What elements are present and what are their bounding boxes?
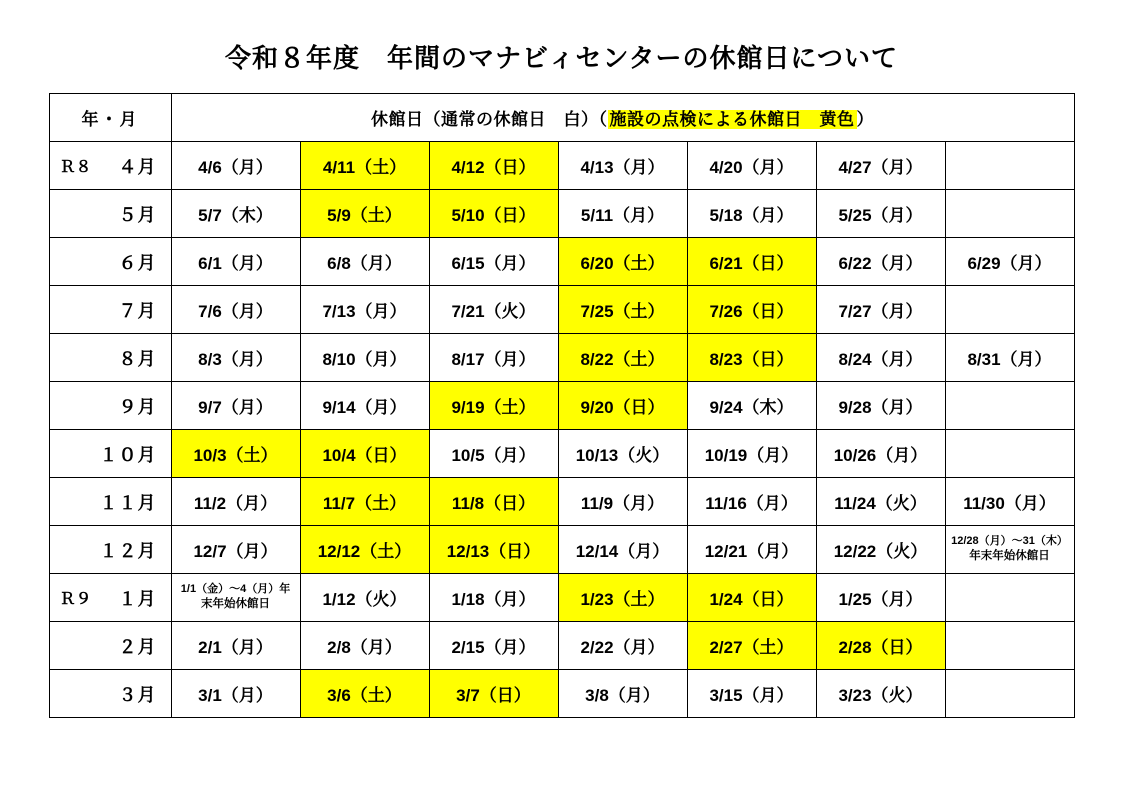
empty-cell (945, 430, 1074, 478)
empty-cell (945, 622, 1074, 670)
closure-date-cell: 4/27（月） (816, 142, 945, 190)
closure-date-cell: 12/21（月） (687, 526, 816, 574)
closure-date-cell: 5/7（木） (171, 190, 300, 238)
closure-date-cell: 10/19（月） (687, 430, 816, 478)
row-year-month (49, 382, 171, 430)
closure-note-line1: 1/1（金）～4（月）年 (180, 583, 291, 596)
closure-date-cell: 3/1（月） (171, 670, 300, 718)
closure-date-cell: 4/6（月） (171, 142, 300, 190)
closure-date-cell: 3/6（土） (300, 670, 429, 718)
closure-date-cell: 11/9（月） (558, 478, 687, 526)
row-year-label: Ｒ９ (59, 591, 92, 608)
table-row (49, 334, 1074, 382)
closure-date-cell: 11/30（月） (945, 478, 1074, 526)
row-year-month (49, 622, 171, 670)
table-row (49, 430, 1074, 478)
header-prefix-text: 休館日（通常の休館日 白）（ (371, 110, 608, 129)
row-month-label: １月 (118, 588, 157, 609)
closure-date-cell: 9/14（月） (300, 382, 429, 430)
row-month-label: ４月 (118, 156, 157, 177)
row-year-month (49, 430, 171, 478)
closure-date-cell: 1/23（土） (558, 574, 687, 622)
closure-date-cell: 5/18（月） (687, 190, 816, 238)
closure-date-cell: 4/11（土） (300, 142, 429, 190)
closure-note-line2: 年末年始休館日 (969, 550, 1050, 563)
empty-cell (945, 142, 1074, 190)
row-month-label: ７月 (118, 300, 157, 321)
row-month-label: ３月 (118, 684, 157, 705)
empty-cell (945, 574, 1074, 622)
row-year-month (49, 142, 171, 190)
closure-date-cell: 3/15（月） (687, 670, 816, 718)
row-year-month (49, 334, 171, 382)
table-row (49, 478, 1074, 526)
closure-date-cell: 1/24（日） (687, 574, 816, 622)
closure-date-cell: 5/25（月） (816, 190, 945, 238)
closure-date-cell: 10/3（土） (171, 430, 300, 478)
table-header-row (49, 94, 1074, 142)
closure-date-cell: 3/7（日） (429, 670, 558, 718)
header-closure-days (171, 94, 1074, 142)
closure-date-cell: 5/10（日） (429, 190, 558, 238)
closure-date-cell: 7/21（火） (429, 286, 558, 334)
closure-date-cell: 12/12（土） (300, 526, 429, 574)
closure-date-cell: 10/13（火） (558, 430, 687, 478)
closure-date-cell: 8/23（日） (687, 334, 816, 382)
header-highlight-text: 施設の点検による休館日 黄色 (609, 110, 855, 129)
closure-note-line1: 12/28（月）～31（木） (951, 535, 1068, 548)
closure-date-cell: 12/22（火） (816, 526, 945, 574)
empty-cell (945, 382, 1074, 430)
row-year-month (49, 238, 171, 286)
closure-date-cell: 11/2（月） (171, 478, 300, 526)
closure-date-cell: 6/20（土） (558, 238, 687, 286)
closure-date-cell: 3/23（火） (816, 670, 945, 718)
row-month-label: ９月 (118, 396, 157, 417)
closure-date-cell: 12/14（月） (558, 526, 687, 574)
closure-date-cell: 7/25（土） (558, 286, 687, 334)
closure-date-cell: 8/10（月） (300, 334, 429, 382)
row-year-month (49, 286, 171, 334)
closure-date-cell: 9/19（土） (429, 382, 558, 430)
closure-days-table (49, 93, 1075, 718)
row-month-label: ８月 (118, 348, 157, 369)
closure-date-cell: 12/7（月） (171, 526, 300, 574)
table-row (49, 142, 1074, 190)
closure-date-cell: 1/25（月） (816, 574, 945, 622)
table-row (49, 574, 1074, 622)
closure-date-cell: 11/8（日） (429, 478, 558, 526)
closure-date-cell: 8/17（月） (429, 334, 558, 382)
row-month-label: ５月 (118, 204, 157, 225)
closure-date-cell: 7/6（月） (171, 286, 300, 334)
table-row (49, 622, 1074, 670)
closure-date-cell: 10/26（月） (816, 430, 945, 478)
table-row (49, 286, 1074, 334)
row-year-month (49, 190, 171, 238)
closure-date-cell: 12/13（日） (429, 526, 558, 574)
closure-date-cell: 6/22（月） (816, 238, 945, 286)
closure-date-cell: 8/3（月） (171, 334, 300, 382)
closure-date-cell: 2/1（月） (171, 622, 300, 670)
closure-date-cell: 1/12（火） (300, 574, 429, 622)
row-month-label: ６月 (118, 252, 157, 273)
empty-cell (945, 286, 1074, 334)
closure-date-cell: 9/24（木） (687, 382, 816, 430)
closure-date-cell: 6/1（月） (171, 238, 300, 286)
row-month-label: １１月 (99, 492, 157, 513)
closure-date-cell: 6/15（月） (429, 238, 558, 286)
closure-date-cell: 8/24（月） (816, 334, 945, 382)
closure-date-cell: 2/27（土） (687, 622, 816, 670)
row-year-month (49, 526, 171, 574)
closure-date-cell: 6/29（月） (945, 238, 1074, 286)
empty-cell (945, 190, 1074, 238)
page-title: 令和８年度 年間のマナビィセンターの休館日について (225, 43, 898, 73)
closure-date-cell: 2/22（月） (558, 622, 687, 670)
closure-date-cell: 5/9（土） (300, 190, 429, 238)
table-row (49, 382, 1074, 430)
closure-date-cell: 11/7（土） (300, 478, 429, 526)
closure-date-cell: 10/4（日） (300, 430, 429, 478)
row-year-month (49, 478, 171, 526)
closure-date-cell: 4/13（月） (558, 142, 687, 190)
closure-date-cell: 7/26（日） (687, 286, 816, 334)
closure-date-cell: 3/8（月） (558, 670, 687, 718)
table-row (49, 238, 1074, 286)
closure-date-cell: 1/18（月） (429, 574, 558, 622)
closure-date-cell: 2/15（月） (429, 622, 558, 670)
closure-date-cell: 9/20（日） (558, 382, 687, 430)
closure-date-cell: 4/20（月） (687, 142, 816, 190)
closure-date-cell (945, 526, 1074, 574)
closure-date-cell: 8/31（月） (945, 334, 1074, 382)
closure-date-cell: 2/28（日） (816, 622, 945, 670)
closure-note-line2: 末年始休館日 (201, 598, 270, 611)
row-year-month (49, 670, 171, 718)
header-year-month: 年・月 (49, 94, 171, 142)
closure-date-cell: 2/8（月） (300, 622, 429, 670)
closure-date-cell: 5/11（月） (558, 190, 687, 238)
header-suffix-text: ） (856, 110, 874, 129)
row-year-month (49, 574, 171, 622)
row-year-label: Ｒ８ (59, 159, 92, 176)
table-row (49, 526, 1074, 574)
closure-date-cell (171, 574, 300, 622)
table-row (49, 190, 1074, 238)
closure-date-cell: 7/13（月） (300, 286, 429, 334)
row-month-label: ２月 (118, 636, 157, 657)
closure-date-cell: 9/28（月） (816, 382, 945, 430)
table-row (49, 670, 1074, 718)
closure-date-cell: 11/24（火） (816, 478, 945, 526)
row-month-label: １０月 (99, 444, 157, 465)
closure-date-cell: 11/16（月） (687, 478, 816, 526)
closure-date-cell: 10/5（月） (429, 430, 558, 478)
closure-date-cell: 4/12（日） (429, 142, 558, 190)
table-body (49, 142, 1074, 718)
closure-date-cell: 6/21（日） (687, 238, 816, 286)
closure-date-cell: 7/27（月） (816, 286, 945, 334)
table-header (49, 94, 1074, 142)
row-month-label: １２月 (99, 540, 157, 561)
empty-cell (945, 670, 1074, 718)
closure-date-cell: 6/8（月） (300, 238, 429, 286)
closure-date-cell: 8/22（土） (558, 334, 687, 382)
closure-date-cell: 9/7（月） (171, 382, 300, 430)
